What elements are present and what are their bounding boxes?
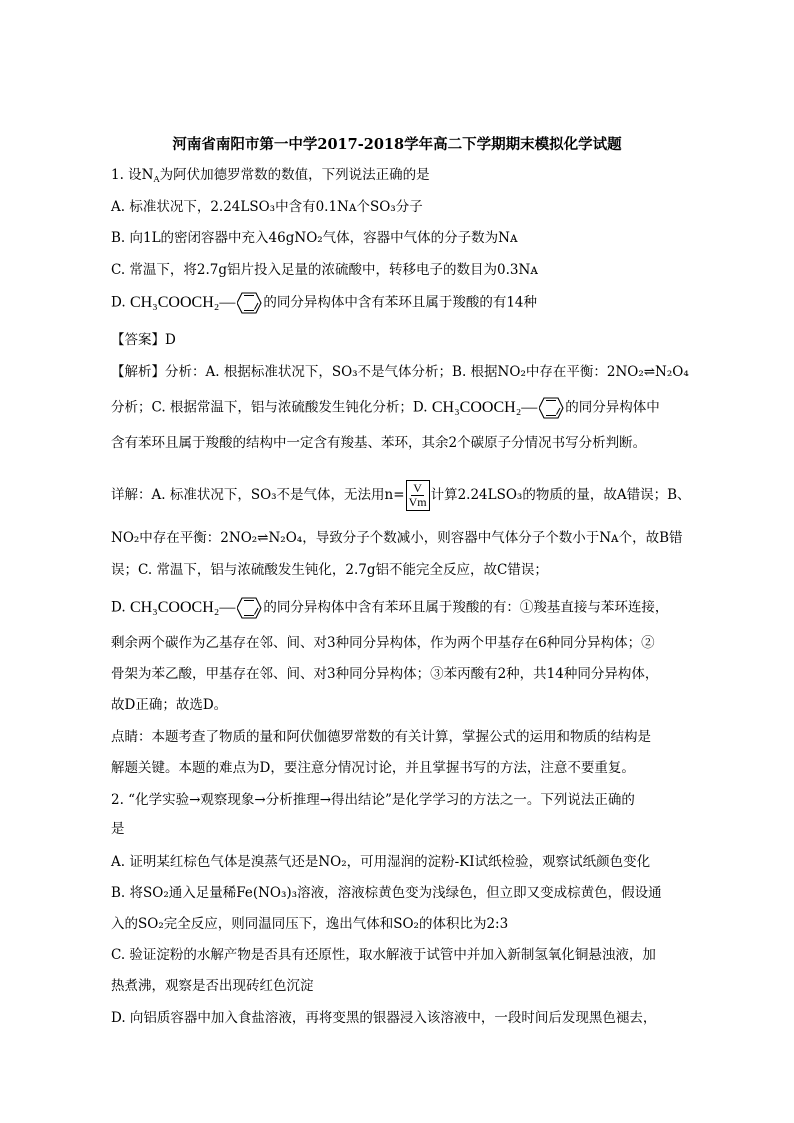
q2-option-a: A. 证明某红棕色气体是溴蒸气还是NO₂，可用湿润的淀粉-KI试纸检验，观察试纸颜色变化 <box>111 854 651 870</box>
q2-stem-line-2: 是 <box>111 821 125 837</box>
molar-volume-fraction: $\frac{V}{Vm}$ <box>406 480 430 511</box>
q1-stem: 1. 设$N_A$为阿伏加德罗常数的数值，下列说法正确的是 <box>111 167 430 185</box>
q1-option-a: A. 标准状况下，2.24LSO₃中含有0.1Nᴀ个SO₃分子 <box>111 199 423 215</box>
q2-option-b-line-1: B. 将SO₂通入足量稀Fe(NO₃)₃溶液，溶液棕黄色变为浅绿色，但立即又变成棕黄色，假设通 <box>111 885 662 901</box>
q1-analysis-line-3: 含有苯环且属于羧酸的结构中一定含有羧基、苯环，其余2个碳原子分情况书写分析判断。 <box>111 435 647 451</box>
q2-option-c-line-1: C. 验证淀粉的水解产物是否具有还原性，取水解液于试管中并加入新制氢氧化铜悬浊液，加 <box>111 947 656 963</box>
q1-detail-line-6: 骨架为苯乙酸，甲基存在邻、间、对3种同分异构体；③苯丙酸有2种，共14种同分异构体， <box>111 666 659 682</box>
q1-option-c: C. 常温下，将2.7g铝片投入足量的浓硫酸中，转移电子的数目为0.3Nᴀ <box>111 262 538 278</box>
q2-option-c-line-2: 热煮沸，观察是否出现砖红色沉淀 <box>111 978 314 994</box>
q1-comment-line-1: 点睛：本题考查了物质的量和阿伏伽德罗常数的有关计算，掌握公式的运用和物质的结构是 <box>111 729 651 745</box>
phenylmethyl-acetate-formula: CH₃COOCH₂— <box>130 597 263 619</box>
q1-detail-line-1: 详解：A. 标准状况下，SO₃不是气体，无法用n= $\frac{V}{Vm}$ 计算2.24LSO₃的物质的量，故A错误；B、 <box>111 481 691 509</box>
q2-option-b-line-2: 入的SO₂完全反应，则同温同压下，逸出气体和SO₂的体积比为2:3 <box>111 916 509 932</box>
benzene-ring-icon <box>237 597 263 619</box>
q1-detail-line-4: D. CH₃COOCH₂— 的同分异构体中含有苯环且属于羧酸的有：①羧基直接与苯环连接， <box>111 597 668 619</box>
q1-analysis-line-1: 【解析】分析：A. 根据标准状况下，SO₃不是气体分析；B. 根据NO₂中存在平衡：2NO₂⇌N₂O₄ <box>111 364 689 380</box>
q1-detail-line-5: 剩余两个碳作为乙基存在邻、间、对3种同分异构体，作为两个甲基存在6种同分异构体；② <box>111 635 655 651</box>
q1-answer: 【答案】D <box>111 332 176 348</box>
q1-analysis-line-2: 分析；C. 根据常温下，铝与浓硫酸发生钝化分析；D. CH₃COOCH₂— 的同分异构体中 <box>111 397 660 419</box>
benzene-ring-icon <box>237 292 263 314</box>
q1-comment-line-2: 解题关键。本题的难点为D，要注意分情况讨论，并且掌握书写的方法，注意不要重复。 <box>111 760 635 776</box>
q2-option-d-line-1: D. 向铝质容器中加入食盐溶液，再将变黑的银器浸入该溶液中，一段时间后发现黑色褪去， <box>111 1010 657 1026</box>
q1-option-b: B. 向1L的密闭容器中充入46gNO₂气体，容器中气体的分子数为Nᴀ <box>111 230 518 246</box>
benzene-ring-icon <box>539 397 565 419</box>
q2-stem-line-1: 2. “化学实验→观察现象→分析推理→得出结论”是化学学习的方法之一。下列说法正确的 <box>111 792 635 808</box>
q1-detail-line-2: NO₂中存在平衡：2NO₂⇌N₂O₄，导致分子个数减小，则容器中气体分子个数小于Nᴀ个，故B错 <box>111 530 683 546</box>
q1-option-d: D. CH₃COOCH₂— 的同分异构体中含有苯环且属于羧酸的有14种 <box>111 292 537 314</box>
phenylmethyl-acetate-formula: CH₃COOCH₂— <box>432 397 565 419</box>
q1-detail-line-3: 误；C. 常温下，铝与浓硫酸发生钝化，2.7g铝不能完全反应，故C错误； <box>111 562 548 578</box>
q1-detail-line-7: 故D正确；故选D。 <box>111 697 228 713</box>
phenylmethyl-acetate-formula: CH₃COOCH₂— <box>130 292 263 314</box>
page-title: 河南省南阳市第一中学2017-2018学年高二下学期期末模拟化学试题 <box>172 136 622 153</box>
